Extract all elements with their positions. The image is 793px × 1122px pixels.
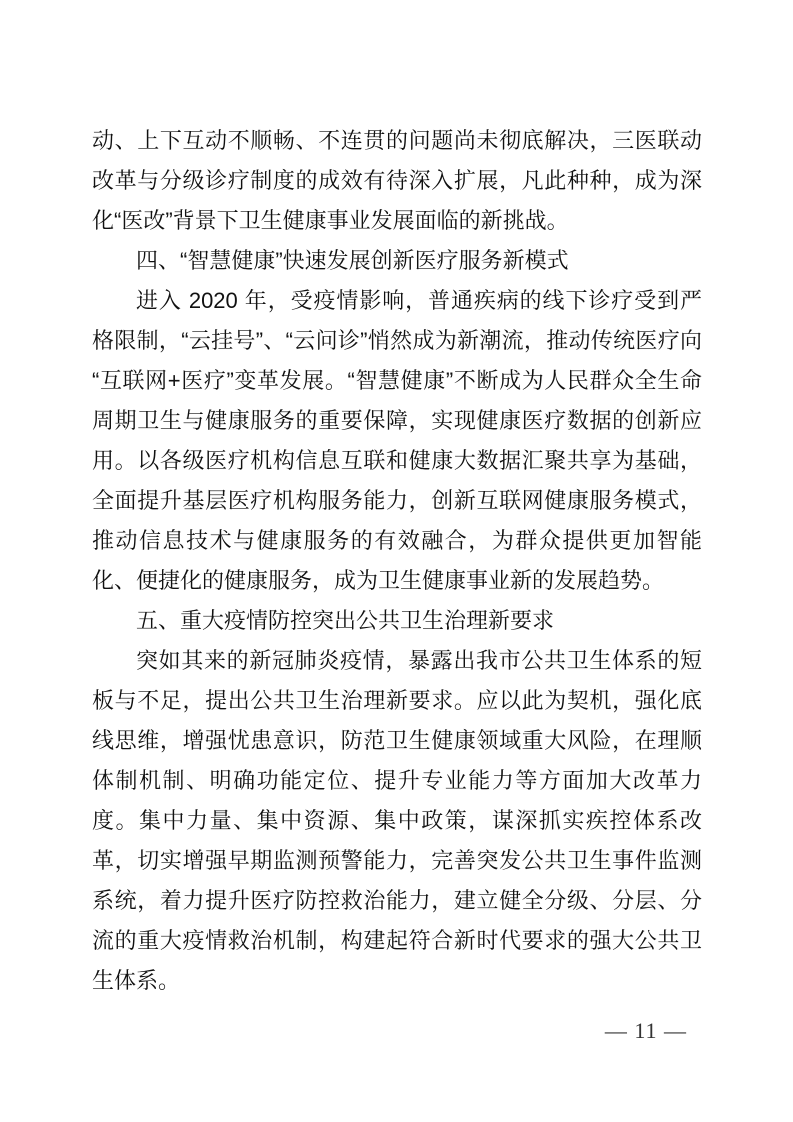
page-number (605, 1016, 687, 1046)
paragraph-continuation: 动、上下互动不顺畅、不连贯的问题尚未彻底解决，三医联动改革与分级诊疗制度的成效有待深入扩展，凡此种种，成为深化“医改”背景下卫生健康事业发展面临的新挑战。 (92, 128, 702, 233)
page-content (92, 121, 702, 1001)
section-heading-five: 五、重大疫情防控突出公共卫生治理新要求 (136, 608, 555, 633)
paragraph-section-four: 进入 2020 年，受疫情影响，普通疾病的线下诊疗受到严格限制，“云挂号”、“云问诊”悄然成为新潮流，推动传统医疗向“互联网+医疗”变革发展。“智慧健康”不断成为人民群众全生命周期卫生与健康服务的重要保障，实现健康医疗数据的创新应用。以各级医疗机构信息互联和健康大数据汇聚共享为基础，全面提升基层医疗机构服务能力，创新互联网健康服务模式，推动信息技术与健康服务的有效融合，为群众提供更加智能化、便捷化的健康服务，成为卫生健康事业新的发展趋势。 (92, 288, 702, 593)
section-heading-four: 四、“智慧健康”快速发展创新医疗服务新模式 (136, 248, 569, 273)
page-number-label: — 11 — (604, 1018, 687, 1043)
paragraph-section-five: 突如其来的新冠肺炎疫情，暴露出我市公共卫生体系的短板与不足，提出公共卫生治理新要求。应以此为契机，强化底线思维，增强忧患意识，防范卫生健康领域重大风险，在理顺体制机制、明确功能定位、提升专业能力等方面加大改革力度。集中力量、集中资源、集中政策，谋深抓实疾控体系改革，切实增强早期监测预警能力，完善突发公共卫生事件监测系统，着力提升医疗防控救治能力，建立健全分级、分层、分流的重大疫情救治机制，构建起符合新时代要求的强大公共卫生体系。 (92, 648, 702, 993)
